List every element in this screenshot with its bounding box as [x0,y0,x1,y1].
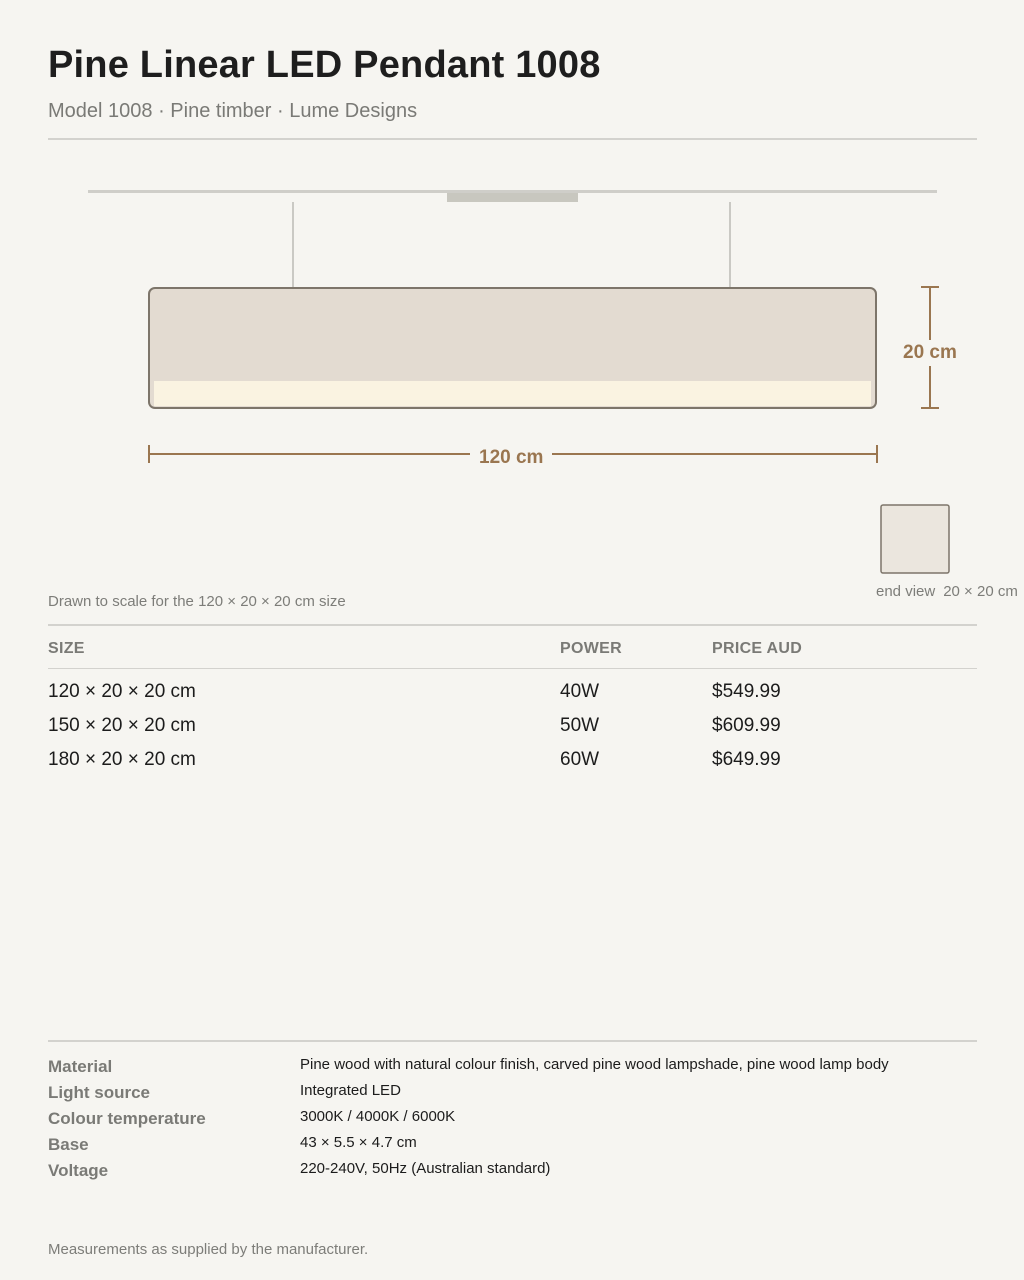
row-size: 150 × 20 × 20 cm [48,715,196,736]
column-header-power: POWER [560,640,622,657]
end-view-label: end view [876,583,936,600]
end-view-size: 20 × 20 cm [943,583,1018,600]
ceiling-canopy [447,193,578,202]
ceiling-line [88,190,937,193]
row-power: 60W [560,749,600,770]
spec-value-base: 43 × 5.5 × 4.7 cm [300,1134,417,1151]
footnote: Measurements as supplied by the manufacturer. [48,1241,369,1258]
column-header-size: SIZE [48,640,85,657]
row-power: 40W [560,681,600,702]
row-price: $649.99 [712,749,781,770]
row-power: 50W [560,715,600,736]
page-subtitle: Model 1008 · Pine timber · Lume Designs [48,100,418,122]
led-strip [154,381,871,406]
spec-value-colour-temperature: 3000K / 4000K / 6000K [300,1108,456,1125]
row-price: $549.99 [712,681,781,702]
spec-label-base: Base [48,1135,89,1154]
row-size: 180 × 20 × 20 cm [48,749,196,770]
scale-drawing [0,170,1024,610]
column-header-price: PRICE AUD [712,640,803,657]
spec-label-light-source: Light source [48,1083,151,1102]
table-header-divider [48,668,977,669]
spec-value-material: Pine wood with natural colour finish, carved pine wood lampshade, pine wood lamp body [300,1056,889,1073]
spec-label-voltage: Voltage [48,1161,109,1180]
row-size: 120 × 20 × 20 cm [48,681,196,702]
header-divider [48,138,977,140]
spec-value-voltage: 220-240V, 50Hz (Australian standard) [300,1160,551,1177]
length-dimension-label: 120 cm [470,446,552,470]
table-top-divider [48,624,977,626]
spec-label-colour-temperature: Colour temperature [48,1109,206,1128]
row-price: $609.99 [712,715,781,736]
specs-divider [48,1040,977,1042]
page-title: Pine Linear LED Pendant 1008 [48,44,601,86]
scale-note: Drawn to scale for the 120 × 20 × 20 cm size [48,593,346,610]
end-view-caption [876,583,1018,600]
spec-label-material: Material [48,1057,113,1076]
end-view-profile [881,505,949,573]
spec-value-light-source: Integrated LED [300,1082,401,1099]
pendant-diagram [0,170,1024,610]
height-dimension-label: 20 cm [899,340,961,366]
